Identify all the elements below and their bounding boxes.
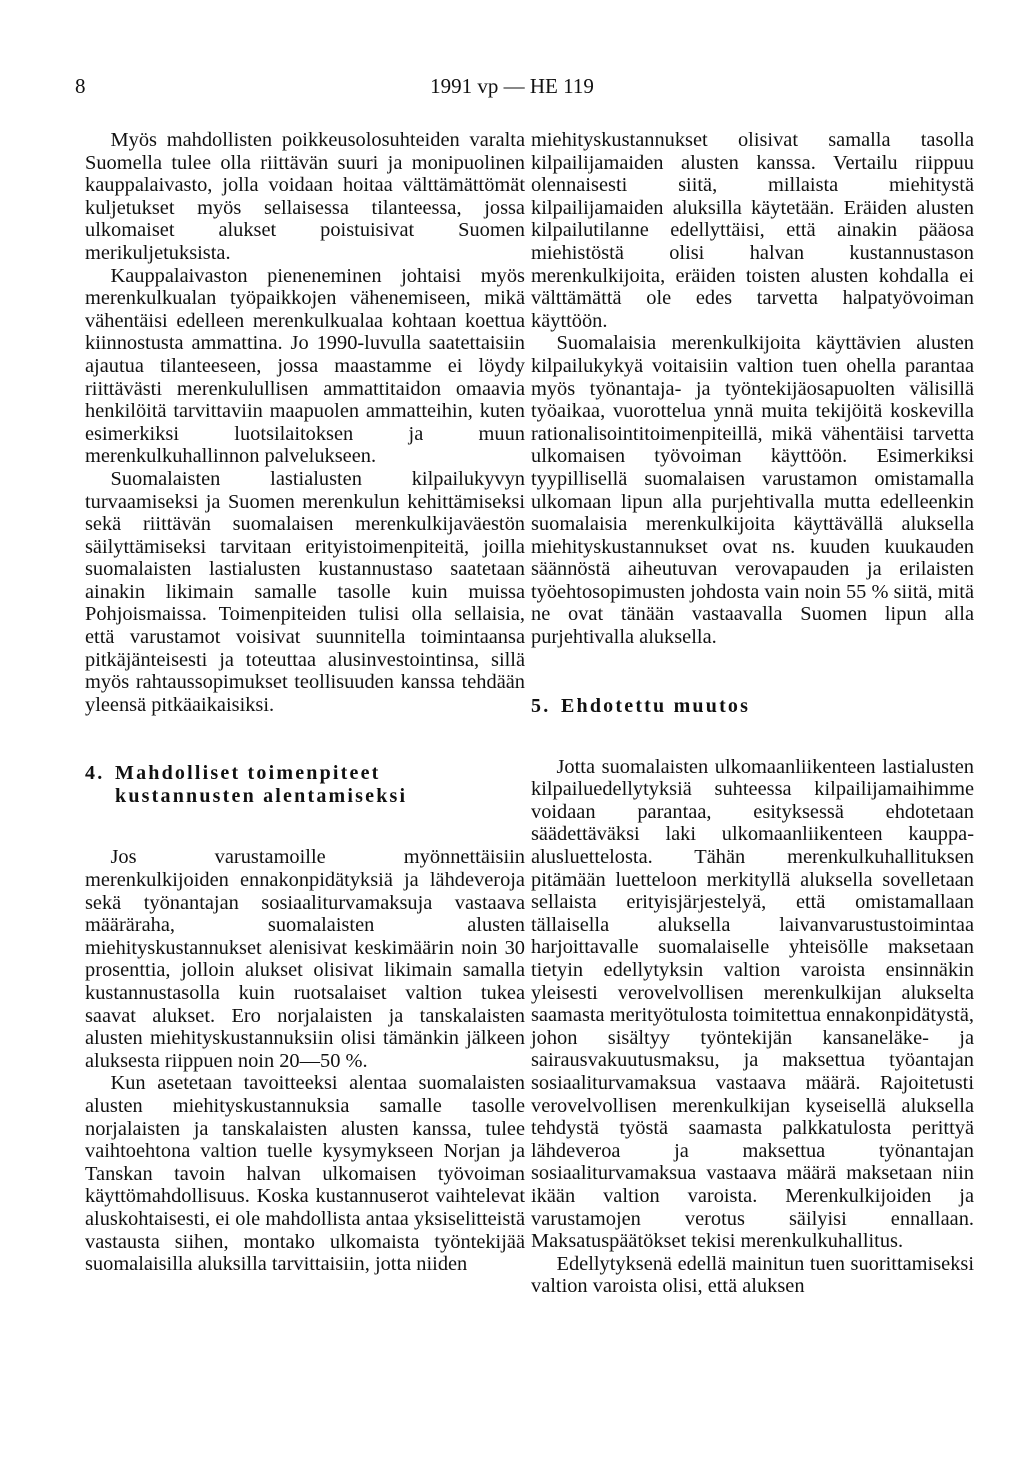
section-number: 4. — [85, 762, 105, 785]
paragraph: Kauppalaivaston pieneneminen johtaisi myös merenkulkualan työpaikkojen vähenemiseen, mikä vähentäisi edelleen merenkulkualaa kohtaan koettua kiinnostusta ammattina. Jo 1990-luvulla saatettaisiin ajautua tilanteeseen, jossa maastamme ei löydy riittävästi merenkulullisen ammattitaidon omaavia henkilöitä tarvittaviin maapuolen ammatteihin, kuten esimerkiksi luotsilaitoksen ja muun merenkulkuhallinnon palvelukseen. — [85, 264, 525, 468]
paragraph: Jos varustamoille myönnettäisiin merenkulkijoiden ennakonpidätyksiä ja lähdeveroja sekä työnantajan sosiaaliturvamaksuja vastaava määräraha, suomalaisten alusten miehityskustannukset alenisivat keskimäärin noin 30 prosenttia, jolloin alukset olisivat likimain samalla kustannustasolla kuin ruotsalaiset valtion tukea saavat alukset. Ero norjalaisten ja tanskalaisten alusten miehityskustannuksiin olisi tämänkin jälkeen aluksesta riippuen noin 20—50 %. — [85, 846, 525, 1072]
section-heading-5 — [531, 695, 974, 718]
page-number: 8 — [75, 74, 86, 98]
paragraph: Kun asetetaan tavoitteeksi alentaa suomalaisten alusten miehityskustannuksia samalle tasolle norjalaisten ja tanskalaisten alusten kanssa, tulee vaihtoehtona valtion tuelle kysymykseen Norjan ja Tanskan tavoin halvan ulkomaisen työvoiman käyttömahdollisuus. Koska kustannuserot vaihtelevat aluskohtaisesti, ei ole mahdollista antaa yksiselitteistä vastausta siihen, montako ulkomaista työntekijää suomalaisilla aluksilla tarvittaisiin, jotta niiden — [85, 1072, 525, 1276]
section-heading-4 — [85, 762, 525, 808]
running-title: 1991 vp — HE 119 — [430, 74, 594, 98]
left-column — [85, 129, 525, 1276]
paragraph: Suomalaisten lastialusten kilpailukyvyn turvaamiseksi ja Suomen merenkulun kehittämiseksi sekä riittävän suomalaisen merenkulkijaväestön säilyttämiseksi tarvitaan erityistoimenpiteitä, joilla suomalaisten lastialusten kustannustaso saatetaan ainakin likimain samalle tasolle kuin muissa Pohjoismaissa. Toimenpiteiden tulisi olla sellaisia, että varustamot voisivat suunnitella toimintaansa pitkäjänteisesti ja toteuttaa alusinvestointinsa, sillä myös rahtaussopimukset teollisuuden kanssa tehdään yleensä pitkäaikaisiksi. — [85, 467, 525, 716]
section-title: Ehdotettu muutos — [561, 694, 751, 717]
section-number: 5. — [531, 694, 551, 717]
paragraph: Suomalaisia merenkulkijoita käyttävien alusten kilpailukykyä voitaisiin valtion tuen ohella parantaa myös työnantaja- ja työntekijäosapuolten välisillä työaikaa, vuorottelua ynnä muita tekijöitä koskevilla rationalisointitoimenpiteillä, mikä vähentäisi tarvetta ulkomaisen työvoiman käyttöön. Esimerkiksi tyypillisellä suomalaisen varustamon omistamalla ulkomaan lipun alla purjehtivalla mutta edelleenkin suomalaisia merenkulkijoita käyttävällä aluksella miehityskustannukset ovat ns. kuuden kuukauden säännöstä aiheutuvan verovapauden ja erilaisten työehtosopimusten johdosta vain noin 55 % siitä, mitä ne ovat tänään vastaavalla Suomen lipun alla purjehtivalla aluksella. — [531, 332, 974, 649]
paragraph: Myös mahdollisten poikkeusolosuhteiden varalta Suomella tulee olla riittävän suuri ja monipuolinen kauppalaivasto, jolla voidaan hoitaa välttämättömät kuljetukset myös sellaisessa tilanteessa, jossa ulkomaiset alukset poistuisivat Suomen merikuljetuksista. — [85, 129, 525, 264]
right-column — [531, 129, 974, 1298]
paragraph: Jotta suomalaisten ulkomaanliikenteen lastialusten kilpailuedellytyksiä suhteessa kilpailijamaihimme voidaan parantaa, esityksessä ehdotetaan säädettäväksi laki ulkomaanliikenteen kauppa-alusluettelosta. Tähän merenkulkuhallituksen pitämään luetteloon merkityllä aluksella sovelletaan sellaista erityisjärjestelyä, että omistamallaan tällaisella aluksella laivanvarustustoimintaa harjoittavalle suomalaiselle yhteisölle maksetaan tietyin edellytyksin valtion varoista ensinnäkin yleisesti verovelvollisen merenkulkijan alukselta saamasta merityötulosta toimitettua ennakonpidätystä, johon sisältyy työntekijän kansaneläke- ja sairausvakuutusmaksu, ja maksettua työantajan sosiaaliturvamaksua vastaava määrä. Rajoitetusti verovelvollisen merenkulkijan kyseisellä aluksella tehdystä työstä saamasta palkkatulosta perittyä lähdeveroa ja maksettua työnantajan sosiaaliturvamaksua vastaava määrä maksetaan niin ikään valtion varoista. Merenkulkijoiden ja varustamojen verotus säilyisi ennallaan. Maksatuspäätökset tekisi merenkulkuhallitus. — [531, 755, 974, 1253]
paragraph: Edellytyksenä edellä mainitun tuen suorittamiseksi valtion varoista olisi, että aluksen — [531, 1252, 974, 1298]
page-header — [0, 68, 1024, 108]
section-title: Mahdolliset toimenpiteet kustannusten alentamiseksi — [115, 762, 408, 808]
paragraph: miehityskustannukset olisivat samalla tasolla kilpailijamaiden alusten kanssa. Vertailu riippuu olennaisesti siitä, millaista miehitystä kilpailijamaiden aluksilla käytetään. Eräiden alusten kilpailutilanne edellyttäisi, että ainakin pääosa miehistöstä olisi halvan kustannustason merenkulkijoita, eräiden toisten alusten kohdalla ei välttämättä ole edes tarvetta halpatyövoiman käyttöön. — [531, 129, 974, 332]
